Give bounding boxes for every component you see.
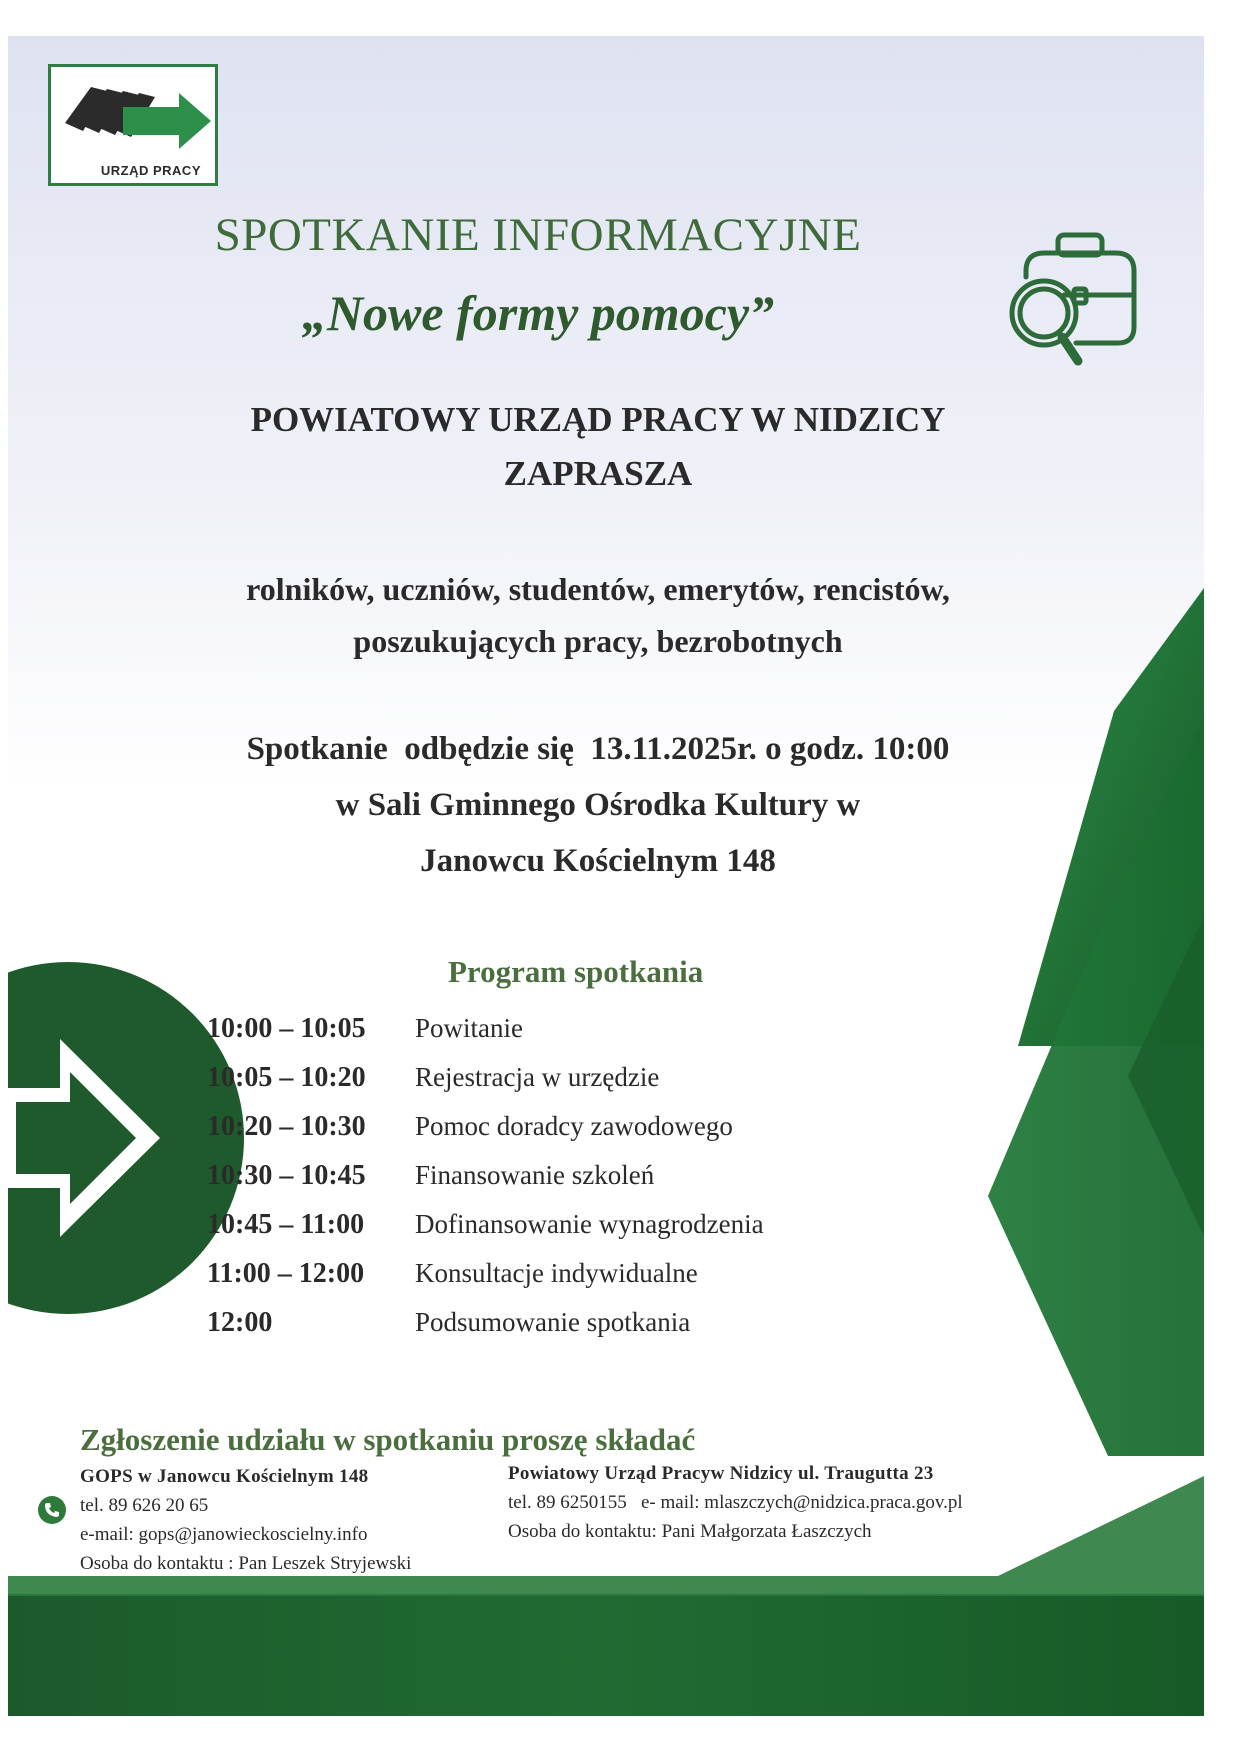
schedule-activity: Konsultacje indywidualne — [415, 1258, 698, 1288]
gops-name: GOPS w Janowcu Kościelnym 148 — [80, 1466, 369, 1487]
audience-text — [88, 563, 1108, 667]
audience-line-1: rolników, uczniów, studentów, emerytów, rencistów, — [246, 571, 950, 607]
pup-name: Powiatowy Urząd Pracyw Nidzicy ul. Traugutta 23 — [508, 1463, 934, 1484]
schedule-row — [207, 1200, 907, 1249]
schedule-activity: Pomoc doradcy zawodowego — [415, 1111, 733, 1141]
schedule-time: 10:45 – 11:00 — [207, 1208, 365, 1240]
schedule-row — [207, 1053, 907, 1102]
schedule-time: 10:20 – 10:30 — [207, 1110, 366, 1142]
meeting-line-2: w Sali Gminnego Ośrodka Kultury w — [335, 787, 861, 823]
page-title: SPOTKANIE INFORMACYJNE — [214, 209, 862, 261]
meeting-line-1: Spotkanie odbędzie się 13.11.2025r. o godz. 10:00 — [246, 731, 950, 767]
schedule-activity: Rejestracja w urzędzie — [415, 1062, 660, 1092]
schedule-activity: Powitanie — [415, 1013, 523, 1043]
program-title: Program spotkania — [448, 954, 704, 989]
pup-contact-person: Osoba do kontaktu: Pani Małgorzata Łaszczych — [508, 1521, 872, 1542]
schedule-time: 11:00 – 12:00 — [207, 1257, 365, 1289]
schedule-row — [207, 1151, 907, 1200]
gops-contact-person: Osoba do kontaktu : Pan Leszek Stryjewski — [80, 1553, 412, 1574]
gops-email: e-mail: gops@janowieckoscielny.info — [80, 1524, 368, 1545]
page-subtitle: „Nowe formy pomocy” — [301, 285, 775, 341]
contact-pup — [508, 1459, 963, 1546]
invite-line-1: POWIATOWY URZĄD PRACY W NIDZICY — [250, 400, 946, 439]
schedule-row — [207, 1298, 907, 1347]
logo-text: URZĄD PRACY — [100, 163, 201, 178]
flyer-sheet — [8, 36, 1204, 1716]
urzad-pracy-logo — [48, 64, 218, 186]
schedule-activity: Finansowanie szkoleń — [415, 1160, 655, 1190]
schedule-activity: Podsumowanie spotkania — [415, 1307, 691, 1337]
invite-line-2: ZAPRASZA — [503, 454, 693, 493]
schedule-row — [207, 1249, 907, 1298]
phone-icon — [38, 1496, 66, 1524]
schedule-row — [207, 1102, 907, 1151]
meeting-details — [68, 721, 1128, 889]
schedule-row — [207, 1004, 907, 1053]
briefcase-search-icon — [998, 231, 1148, 381]
meeting-line-3: Janowcu Kościelnym 148 — [420, 843, 776, 879]
urzad-pracy-logo-icon — [61, 75, 211, 155]
schedule-time: 10:05 – 10:20 — [207, 1061, 366, 1093]
bottom-band — [8, 1594, 1204, 1716]
contact-gops — [80, 1462, 411, 1578]
program-schedule — [207, 1004, 907, 1347]
schedule-activity: Dofinansowanie wynagrodzenia — [415, 1209, 764, 1239]
audience-line-2: poszukujących pracy, bezrobotnych — [353, 623, 843, 659]
gops-phone: tel. 89 626 20 65 — [80, 1495, 209, 1516]
schedule-time: 10:00 – 10:05 — [207, 1012, 366, 1044]
schedule-time: 10:30 – 10:45 — [207, 1159, 366, 1191]
pup-phone-email: tel. 89 6250155 e- mail: mlaszczych@nidzica.praca.gov.pl — [508, 1492, 963, 1513]
invite-heading — [88, 393, 1108, 501]
registration-title: Zgłoszenie udziału w spotkaniu proszę składać — [80, 1422, 696, 1457]
schedule-time: 12:00 — [207, 1306, 273, 1338]
